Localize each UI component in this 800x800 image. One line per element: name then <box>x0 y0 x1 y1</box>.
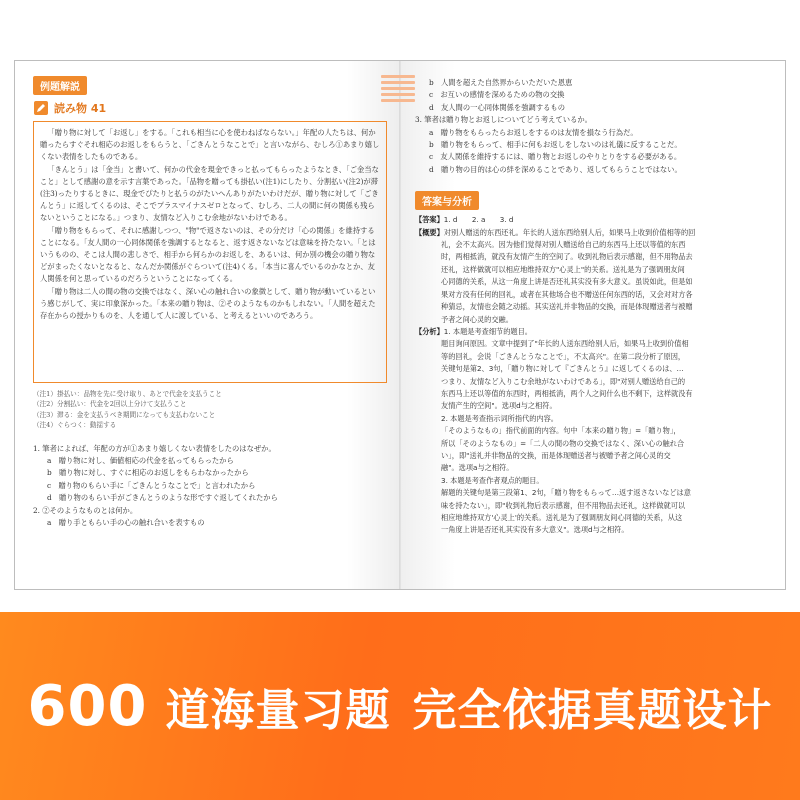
answer-text: 1. d 2. a 3. d <box>443 215 514 225</box>
question-3-option: d 贈り物の目的は心の絆を深めることであり、返してもらうことではない。 <box>429 164 682 174</box>
book-spread <box>14 60 786 590</box>
analysis-line: 题目询问原因。文章中提到了"年长的人送东西给别人后，如果马上收到价值相 <box>441 339 689 349</box>
question-1-option: b 贈り物に対し、すぐに相応のお返しをもらわなかったから <box>47 468 249 478</box>
footnote: （注3）滞る：金を支払うべき期間になっても支払わないこと <box>33 410 216 419</box>
footnote: （注4）ぐらつく：動揺する <box>33 421 117 430</box>
passage-box <box>33 121 387 383</box>
banner-text-2: 完全依据真题设计 <box>412 685 773 736</box>
analysis-line: 关键句是第2、3句，「贈り物に対して『ごきんとう』に返してくるのは、… <box>441 364 684 374</box>
passage-title: 読み物 41 <box>54 102 107 115</box>
question-1-option: a 贈り物に対し、価値相応の代金を払ってもらったから <box>47 456 234 466</box>
question-1-option: d 贈り物のもらい手がごきんとうのような形ですぐ返してくれたから <box>47 493 278 503</box>
passage-paragraph: 「贈り物をもらって、それに感謝しつつ、"物"で返さないのは、その分だけ「心の関係」を維持することになる。「友人間の一心同体関係を強調するとなると、返す返さないなどは意味を持たない。「とはいうものの、そこは人間の悲しさで、相手から何らかのお返しを、あるいは、何か別の機会の贈り物などがまったくないとなると、なんだか関係がぐらついて(注4)くる。「本当に喜んでいるのかなとか、友人関係を何と思っているのだろうということになってくる。 <box>40 225 376 284</box>
question-2-option: a 贈り手ともらい手の心の触れ合いを表すもの <box>47 518 205 528</box>
decorative-stripes <box>381 75 415 105</box>
summary-line: 对别人赠送的东西还礼。年长的人送东西给别人后，如果马上收到价值相等的回 <box>443 227 696 237</box>
question-1-stem: 1. 筆者によれば、年配の方が①あまり嬉しくない表情をしたのはなぜか。 <box>33 443 276 453</box>
question-3-option: b 贈り物をもらって、相手に何もお返しをしないのは礼儀に反することだ。 <box>429 140 682 150</box>
analysis-line: 解题的关键句是第三段第1、2句，「贈り物をもらって…返す返さないなどは意 <box>441 488 691 498</box>
question-3-option: c 友人関係を維持するには、贈り物とお返しのやりとりをする必要がある。 <box>429 152 682 162</box>
right-page <box>401 61 785 589</box>
question-3-stem: 3. 筆者は贈り物とお返しについてどう考えているか。 <box>415 115 592 125</box>
analysis-line: 「そのようなもの」指代前面的内容。句中「本来の贈り物」=「贈り物」， <box>441 426 681 436</box>
passage-paragraph: 「贈り物に対して「お返し」をする。「これも相当に心を使わねばならない。」年配の人たちは、何か贈ったらすぐそれ相応のお返しをもらうと、「ごきんとうなことで」と言いながら、むしろ①あまり嬉しくない表情をしたものである。 <box>40 128 380 162</box>
pencil-icon <box>33 100 49 116</box>
question-2-option: c お互いの感情を深めるための物の交換 <box>429 90 565 100</box>
analysis-line: い」，即"送礼并非物品的交换，而是体现赠送者与被赠予者之间心灵的交 <box>441 450 671 460</box>
analysis-line: 1. 本题是考查细节的题目。 <box>443 326 532 336</box>
answer-section-tag: 答案与分析 <box>415 191 479 210</box>
banner-text <box>0 612 800 800</box>
banner-number: 600 <box>27 673 148 739</box>
analysis-line: 2. 本题是考查指示词所指代的内容。 <box>441 413 558 423</box>
summary-line: 还礼，这样做就可以相应地维持双方"心灵上"的关系。送礼是为了强调朋友间 <box>441 264 685 274</box>
answer-section <box>415 214 769 537</box>
footnote: （注2）分割払い：代金を2回以上分けて支払うこと <box>33 400 187 409</box>
summary-block <box>415 227 769 326</box>
promo-banner <box>0 612 800 800</box>
summary-line: 时，两相抵消，就没有友情产生的空间了。收到礼物后表示感谢，但不用物品去 <box>441 252 693 262</box>
footnote: （注1）掛払い：品物を先に受け取り、あとで代金を支払うこと <box>33 390 222 398</box>
questions-right <box>415 77 769 176</box>
question-1-option: c 贈り物のもらい手に「ごきんとうなことで」と言われたから <box>47 480 256 490</box>
analysis-line: 友情产生的空间"。选项d与之相符。 <box>441 401 557 411</box>
passage-paragraph: 「贈り物は二人の間の物の交換ではなく、深い心の触れ合いの象徴として、贈り物が動いているという感じがして、実に印象深かった。「本来の贈り物は、②そのようなものかもしれない。「人間を超えた存在からの授かりものを、人を通して人に渡している、と考えるといいのであろう。 <box>40 286 376 321</box>
summary-line: 予者之间心灵的交融。 <box>441 314 513 324</box>
passage-paragraph: 「きんとう」は「金当」と書いて、何かの代金を現金できっと払ってもらったようなとき、「ご金当なこと」として感謝の意を示す言葉であった。「品物を贈っても掛払い(注1)にしたり、分割払い(注2)が滞(注3)ったりするときに、現金でぴたりと払うのがたいへんありがたいわけだが、贈り物に対して「ごきんとう」に返してくるのは、そこでプラスマイナスゼロとなって、むしろ、二人の間に何の関係も残らないということになる。」つまり、友情など入りこむ余地がないわけである。 <box>40 164 379 223</box>
left-page <box>15 61 401 589</box>
analysis-line: 味を持たない」，即"收到礼物后表示感谢，但不用物品去还礼，这样做就可以 <box>441 500 686 510</box>
analysis-line: 融"。选项a与之相符。 <box>441 463 514 473</box>
analysis-line: 所以「そのようなもの」=「二人の間の物の交換ではなく、深い心の触れ合 <box>441 438 685 448</box>
analysis-line: 东西马上还以等值的东西时，两相抵消，两个人之间什么也不剩下，这样就没有 <box>441 388 693 398</box>
question-2-option: b 人間を超えた自然界からいただいた恩恵 <box>429 78 573 87</box>
section-tag: 例题解説 <box>33 76 87 95</box>
analysis-line: 等的回礼，会说「ごきんとうなことで」，不太高兴"。在第二段分析了原因， <box>441 351 686 361</box>
question-3-option: a 贈り物をもらったらお返しをするのは友情を損なう行為だ。 <box>429 127 638 137</box>
summary-line: 种猜忌，友情也会随之动摇。其实送礼并非物品的交换，而是体现赠送者与被赠 <box>441 302 693 312</box>
analysis-line: 一角度上讲是否还礼其实没有多大意义"。选项d与之相符。 <box>441 525 629 535</box>
summary-line: 礼，会不太高兴。因为他们觉得对别人赠送给自己的东西马上还以等值的东西 <box>441 240 686 250</box>
question-2-stem: 2. ②そのようなものとは何か。 <box>33 505 138 515</box>
passage-header <box>33 100 387 116</box>
analysis-line: 3. 本题是考查作者观点的题目。 <box>441 475 544 485</box>
analysis-label: 【分析】 <box>415 326 444 336</box>
summary-line: 心同德的关系，从这一角度上讲是否还礼其实没有多大意义。虽说如此，但是如 <box>441 277 693 287</box>
questions-left <box>33 443 387 530</box>
summary-label: 【概要】 <box>415 227 444 237</box>
footnotes <box>33 389 387 431</box>
analysis-block <box>415 326 769 537</box>
answer-label: 【答案】 <box>415 215 444 225</box>
analysis-line: 相应地维持双方'心灵上'的关系。送礼是为了强调朋友间心同德的关系，从这 <box>441 513 683 522</box>
question-2-option: d 友人間の一心同体関係を強調するもの <box>429 102 566 112</box>
analysis-line: つまり、友情など入りこむ余地がないわけである」，即"对别人赠送给自己的 <box>441 376 686 386</box>
answer-row <box>415 214 769 226</box>
banner-text-1: 道海量习题 <box>165 685 391 736</box>
summary-line: 果对方没有任何的回礼，或者在其他场合也不赠送任何东西的话，又会对对方各 <box>441 289 693 299</box>
